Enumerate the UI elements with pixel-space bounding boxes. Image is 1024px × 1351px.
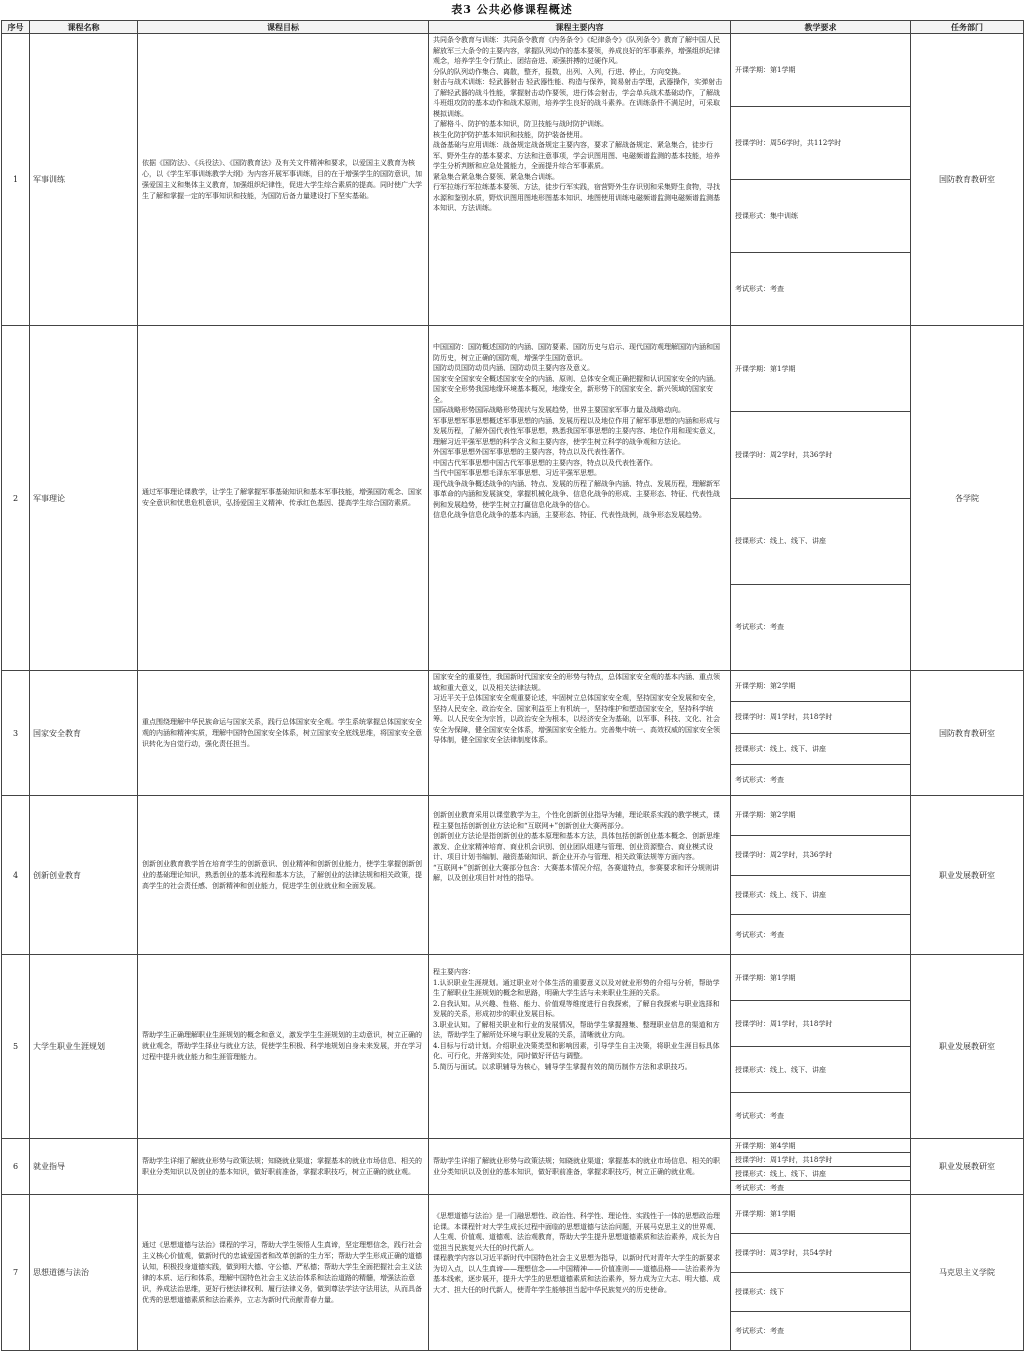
row-index: 2 bbox=[2, 326, 30, 671]
req-exam: 考试形式：考查 bbox=[735, 1327, 784, 1335]
req-format: 授课形式：线上、线下、讲座 bbox=[731, 734, 910, 765]
course-content: 程主要内容： 1.认识职业生涯规划。通过职业对个体生活的重要意义以及对就业形势的介绍与分析，帮助学生了解职业生涯规划的概念和思路，明确大学生活与未来职业生涯的关系。 2.自我认知。从兴趣、性格、能力、价值观等维度进行自我探索，了解自我探索与职业选择和发展的关系，形成初步的职业发展目标。 3.职业认知。了解相关职业和行业的发展情况，帮助学生掌握搜集、整理职业信息的渠道和方法，帮助学生了解所处环境与职业发展的关系，清晰就业方向。 4.目标与行动计划。介绍职业决策类型和影响因素，引导学生自主决策，将职业生涯目标具体化、可行化，并落到实处，同时做好评估与调整。 5.简历与面试。以求职辅导为核心，辅导学生掌握有效的简历制作方法和求职技巧。 bbox=[429, 955, 731, 1139]
req-semester: 开课学期：第2学期 bbox=[731, 796, 910, 836]
teaching-requirements bbox=[731, 34, 911, 326]
req-exam: 考试形式：考查 bbox=[735, 1111, 784, 1120]
department: 职业发展教研室 bbox=[911, 1139, 1024, 1195]
course-goal: 帮助学生正确理解职业生涯规划的概念和意义，激发学生生涯规划的主动意识，树立正确的就业观念，帮助学生择业与就业方法，促使学生积极、科学地规划自身未来发展，并在学习过程中提升就业能力和生涯管理能力。 bbox=[138, 955, 429, 1139]
table-row bbox=[2, 326, 1024, 671]
header-course-content: 课程主要内容 bbox=[429, 21, 731, 34]
row-index: 1 bbox=[2, 34, 30, 326]
req-format: 授课形式：线下 bbox=[731, 1273, 910, 1312]
header-department: 任务部门 bbox=[911, 21, 1024, 34]
teaching-requirements bbox=[731, 796, 911, 955]
course-name: 国家安全教育 bbox=[30, 671, 138, 796]
header-course-goal: 课程目标 bbox=[138, 21, 429, 34]
row-index: 5 bbox=[2, 955, 30, 1139]
course-table bbox=[1, 20, 1024, 1351]
req-exam: 考试形式：考查 bbox=[735, 623, 784, 632]
table-row bbox=[2, 796, 1024, 955]
course-name: 军事训练 bbox=[30, 34, 138, 326]
req-hours: 授课学时：周2学时，共36学时 bbox=[731, 836, 910, 876]
row-index: 6 bbox=[2, 1139, 30, 1195]
row-index: 3 bbox=[2, 671, 30, 796]
teaching-requirements bbox=[731, 326, 911, 671]
department: 职业发展教研室 bbox=[911, 796, 1024, 955]
course-name: 就业指导 bbox=[30, 1139, 138, 1195]
course-content: 中国国防：国防概述国防的内涵、国防要素、国防历史与启示、现代国防观理解国防内涵和国防历史，树立正确的国防观，增强学生国防意识。 国防动员国防动员内涵、国防动员主要内容及意义。 国家安全国家安全概述国家安全的内涵、原则、总体安全观正确把握和认识国家安全的内涵。 国家安全形势我国地缘环境基本概况，地缘安全，新形势下的国家安全、新兴领域的国家安全。 国际战略形势国际战略形势现状与发展趋势，世界主要国家军事力量及战略动向。 军事思想军事思想概述军事思想的内涵、发展历程以及地位作用了解军事思想的内涵和形成与发展历程，了解外国代表性军事思想，熟悉我国军事思想的主要内容、地位作用和现实意义，理解习近平强军思想的科学含义和主要内容，使学生树立科学的战争观和方法论。 外国军事思想外国军事思想的主要内容，特点以及代表性著作。 中国古代军事思想中国古代军事思想的主要内容，特点以及代表性著作。 当代中国军事思想毛泽东军事思想、习近平强军思想。 现代战争战争概述战争的内涵、特点、发展的历程了解战争内涵、特点、发展历程，理解新军事革命的内涵和发展演变，掌握机械化战争、信息化战争的形成、主要形态、特征、代表性战例和发展趋势，使学生树立打赢信息化战争的信心。 信息化战争信息化战争的基本内涵，主要形态、特征、代表性战例，战争形态发展趋势。 bbox=[429, 326, 731, 671]
header-course-name: 课程名称 bbox=[30, 21, 138, 34]
document-page bbox=[1, 0, 1023, 1351]
course-name: 大学生职业生涯规划 bbox=[30, 955, 138, 1139]
department: 国防教育教研室 bbox=[911, 671, 1024, 796]
req-hours: 授课学时：周1学时，共18学时 bbox=[731, 702, 910, 733]
req-semester: 开课学期：第1学期 bbox=[731, 1195, 910, 1234]
department: 职业发展教研室 bbox=[911, 955, 1024, 1139]
req-format: 授课形式：线上、线下、讲座 bbox=[731, 1047, 910, 1093]
req-format: 授课形式：线上、线下、讲座 bbox=[731, 876, 910, 916]
table-row bbox=[2, 34, 1024, 326]
req-format: 授课形式：集中训练 bbox=[731, 180, 910, 253]
req-exam: 考试形式：考查 bbox=[735, 930, 784, 939]
req-format: 授课形式：线上、线下、讲座 bbox=[731, 499, 910, 585]
header-row bbox=[2, 21, 1024, 34]
table-row bbox=[2, 1195, 1024, 1351]
req-semester: 开课学期：第2学期 bbox=[731, 671, 910, 702]
course-content: 共同条令教育与训练：共同条令教育《内务条令》《纪律条令》《队列条令》教育了解中国人民解放军三大条令的主要内容，掌握队列动作的基本要领，养成良好的军事素养，增强组织纪律观念，培养学生令行禁止、团结奋进、顽强拼搏的过硬作风。 分队的队列动作集合、离散，整齐，报数，出列、入列，行进、停止，方向变换。 射击与战术训练：轻武器射击 轻武器性能、构造与保养，简易射击学理，武器操作，实弹射击了解轻武器的战斗性能，掌握射击动作要领，进行体会射击，学会单兵战术基础动作，了解战斗班组攻防的基本动作和战术原则，培养学生良好的战斗素养。在训练条件不满足时，可采取模拟训练。 了解格斗、防护的基本知识，防卫技能与战时防护训练。 核生化防护防护基本知识和技能，防护装备使用。 战备基础与应用训练：战备规定战备规定主要内容，要求了解战备规定、紧急集合，徒步行军、野外生存的基本要求、方法和注意事项，学会识图用图、电磁频谱监测的基本技能，培养学生分析判断和应急处置能力，全面提升综合军事素质。 紧急集合紧急集合要领、紧急集合训练。 行军拉练行军拉练基本要领、方法，徒步行军实践，宿营野外生存识别和采集野生食物，寻找水源和鉴别水质，野炊识图用图地形图基本知识、地图使用训练电磁频谱监测电磁频谱监测基本知识、方法训练。 bbox=[429, 34, 731, 326]
course-content: 创新创业教育采用以课堂教学为主，个性化创新创业指导为辅，理论联系实践的教学模式，课程主要包括创新创业方法论和“互联网+”创新创业大赛两部分。 创新创业方法论是指创新创业的基本原理和基本方法，具体包括创新创业基本概念、创新思维激发、企业家精神培育、商业机会识别、创业团队组建与管理、创业资源整合、商业模式设计、项目计划书编制、融资基础知识、新企业开办与管理、相关政策法规等方面内容。 “互联网+”创新创业大赛部分包含：大赛基本情况介绍，各赛道特点，参赛要求和评分规则讲解，以及创业项目针对性的指导。 bbox=[429, 796, 731, 955]
teaching-requirements bbox=[731, 1139, 911, 1195]
course-goal: 依据《国防法》、《兵役法》、《国防教育法》及有关文件精神和要求，以爱国主义教育为核心，以《学生军事训练教学大纲》为内容开展军事训练，目的在于增强学生的国防意识，加强爱国主义和集体主义教育，加强组织纪律性，促进大学生综合素质的提高。同时使广大学生了解和掌握一定的军事知识和技能，为国防后备力量建设打下坚实基础。 bbox=[138, 34, 429, 326]
course-goal: 重点围绕理解中华民族命运与国家关系，践行总体国家安全观。学生系统掌握总体国家安全观的内涵和精神实质，理解中国特色国家安全体系，树立国家安全底线思维，将国家安全意识转化为自觉行动，强化责任担当。 bbox=[138, 671, 429, 796]
department: 各学院 bbox=[911, 326, 1024, 671]
row-index: 7 bbox=[2, 1195, 30, 1351]
table-row bbox=[2, 955, 1024, 1139]
req-semester: 开课学期：第4学期 bbox=[731, 1139, 910, 1153]
row-index: 4 bbox=[2, 796, 30, 955]
course-goal: 帮助学生详细了解就业形势与政策法规；知晓就业渠道；掌握基本的就业市场信息、相关的职业分类知识以及创业的基本知识，做好职前准备，掌握求职技巧，树立正确的就业观。 bbox=[138, 1139, 429, 1195]
course-goal: 通过军事理论课教学，让学生了解掌握军事基础知识和基本军事技能，增强国防观念、国家安全意识和忧患危机意识，弘扬爱国主义精神、传承红色基因、提高学生综合国防素质。 bbox=[138, 326, 429, 671]
table-row bbox=[2, 1139, 1024, 1195]
req-hours: 授课学时：周2学时，共36学时 bbox=[731, 412, 910, 498]
req-exam: 考试形式：考查 bbox=[735, 775, 784, 784]
req-exam: 考试形式：考查 bbox=[735, 285, 784, 293]
req-hours: 授课学时：周1学时，共18学时 bbox=[731, 1001, 910, 1047]
table-row bbox=[2, 671, 1024, 796]
course-content: 帮助学生详细了解就业形势与政策法规；知晓就业渠道；掌握基本的就业市场信息、相关的职业分类知识以及创业的基本知识，做好职前准备，掌握求职技巧，树立正确的就业观。 bbox=[429, 1139, 731, 1195]
course-goal: 通过《思想道德与法治》课程的学习，帮助大学生领悟人生真谛，坚定理想信念，践行社会主义核心价值观，做新时代的忠诚爱国者和改革创新的生力军；帮助大学生形成正确的道德认知，积极投身道德实践，做到明大德、守公德、严私德；帮助大学生全面把握社会主义法律的本质、运行和体系，理解中国特色社会主义法治体系和法治道路的精髓，增强法治意识，养成法治思维，更好行使法律权利、履行法律义务，做到尊法学法守法用法，从而具备优秀的思想道德素质和法治素养，立志为新时代贡献青春力量。 bbox=[138, 1195, 429, 1351]
course-name: 创新创业教育 bbox=[30, 796, 138, 955]
req-hours: 授课学时：周3学时，共54学时 bbox=[731, 1234, 910, 1273]
req-semester: 开课学期：第1学期 bbox=[731, 34, 910, 107]
table-title: 表3 公共必修课程概述 bbox=[451, 3, 573, 16]
course-name: 军事理论 bbox=[30, 326, 138, 671]
teaching-requirements bbox=[731, 1195, 911, 1351]
course-name: 思想道德与法治 bbox=[30, 1195, 138, 1351]
req-hours: 授课学时：周1学时，共18学时 bbox=[731, 1153, 910, 1167]
header-index: 序号 bbox=[2, 21, 30, 34]
teaching-requirements bbox=[731, 671, 911, 796]
req-format: 授课形式：线上、线下、讲座 bbox=[731, 1167, 910, 1181]
req-semester: 开课学期：第1学期 bbox=[731, 955, 910, 1001]
course-content: 《思想道德与法治》是一门融思想性、政治性、科学性、理论性、实践性于一体的思想政治理论课。本课程针对大学生成长过程中面临的思想道德与法治问题，开展马克思主义的世界观、人生观、价值观、道德观、法治观教育，帮助大学生提升思想道德素质和法治素养，成长为自觉担当民族复兴大任的时代新人。 课程教学内容以习近平新时代中国特色社会主义思想为指导，以新时代对青年大学生的新要求为切入点，以人生真谛——理想信念——中国精神——价值准则——道德品格——法治素养为基本线索，逐步展开，提升大学生的思想道德素质和法治素养，努力成为立大志、明大德、成大才、担大任的时代新人，使青年学生能够担当起中华民族复兴的历史使命。 bbox=[429, 1195, 731, 1351]
req-semester: 开课学期：第1学期 bbox=[731, 326, 910, 412]
department: 国防教育教研室 bbox=[911, 34, 1024, 326]
req-hours: 授课学时：周56学时，共112学时 bbox=[731, 107, 910, 180]
header-requirements: 教学要求 bbox=[731, 21, 911, 34]
department: 马克思主义学院 bbox=[911, 1195, 1024, 1351]
req-exam: 考试形式：考查 bbox=[735, 1183, 784, 1192]
teaching-requirements bbox=[731, 955, 911, 1139]
course-goal: 创新创业教育教学旨在培育学生的创新意识、创业精神和创新创业能力，使学生掌握创新创业的基础理论知识，熟悉创业的基本流程和基本方法，了解创业的法律法规和相关政策，提高学生的社会责任感、创新精神和创业能力，促进学生创业就业和全面发展。 bbox=[138, 796, 429, 955]
course-content: 国家安全的重要性，我国新时代国家安全的形势与特点，总体国家安全观的基本内涵、重点领域和重大意义，以及相关法律法规。 习近平关于总体国家安全观重要论述，牢固树立总体国家安全观，坚持国家安全发展和安全，坚持人民安全、政治安全、国家利益至上有机统一，坚持维护和塑造国家安全，坚持科学统筹。以人民安全为宗旨，以政治安全为根本，以经济安全为基础，以军事、科技、文化、社会安全为保障，健全国家安全体系，增强国家安全能力。完善集中统一、高效权威的国家安全领导体制，健全国家安全法律制度体系。 bbox=[429, 671, 731, 796]
